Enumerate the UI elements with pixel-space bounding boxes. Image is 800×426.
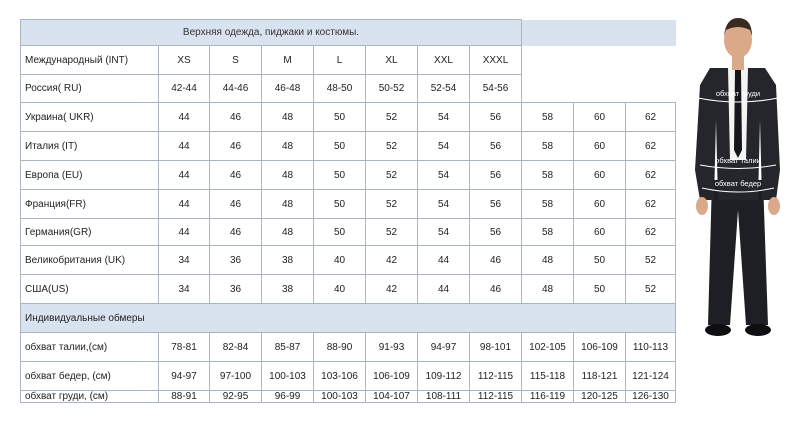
size-cell: 44-46 <box>210 75 262 103</box>
measure-cell: 88-91 <box>159 391 210 403</box>
size-cell: 58 <box>522 219 574 246</box>
size-cell: 56 <box>470 219 522 246</box>
size-cell: 48 <box>522 246 574 275</box>
size-cell: 36 <box>210 246 262 275</box>
size-cell: 52 <box>626 246 676 275</box>
measure-cell: 110-113 <box>626 333 676 362</box>
right-shoe <box>745 324 771 336</box>
size-cell: 50 <box>314 103 366 132</box>
measure-cell: 94-97 <box>418 333 470 362</box>
size-cell: 58 <box>522 132 574 161</box>
measure-cell: 106-109 <box>366 362 418 391</box>
row-label: Международный (INT) <box>21 46 159 75</box>
row-label: Великобритания (UK) <box>21 246 159 275</box>
measure-cell: 100-103 <box>314 391 366 403</box>
table-row <box>21 46 676 75</box>
size-cell: 50 <box>574 246 626 275</box>
measure-cell: 96-99 <box>262 391 314 403</box>
size-cell: 36 <box>210 275 262 304</box>
size-cell: 50 <box>314 161 366 190</box>
size-cell: XL <box>366 46 418 75</box>
chest-label: обхват груди <box>715 89 761 98</box>
measure-cell: 116-119 <box>522 391 574 403</box>
table-title: Верхняя одежда, пиджаки и костюмы. <box>21 20 522 46</box>
size-cell: 40 <box>314 246 366 275</box>
size-cell: 56 <box>470 132 522 161</box>
size-cell: 56 <box>470 103 522 132</box>
measure-cell: 126-130 <box>626 391 676 403</box>
size-cell: 54 <box>418 219 470 246</box>
section-title: Индивидуальные обмеры <box>21 304 676 333</box>
size-cell: 62 <box>626 132 676 161</box>
row-label: США(US) <box>21 275 159 304</box>
size-cell: 50 <box>314 190 366 219</box>
size-cell: 54 <box>418 190 470 219</box>
measure-cell: 98-101 <box>470 333 522 362</box>
measure-cell: 115-118 <box>522 362 574 391</box>
size-cell: 54 <box>418 161 470 190</box>
measure-cell: 88-90 <box>314 333 366 362</box>
size-cell: 44 <box>159 103 210 132</box>
measure-cell: 112-115 <box>470 362 522 391</box>
size-cell: 50-52 <box>366 75 418 103</box>
size-cell: 50 <box>574 275 626 304</box>
measure-label: обхват талии,(см) <box>21 333 159 362</box>
size-cell: 54 <box>418 103 470 132</box>
blank-cell <box>522 75 574 103</box>
size-chart-table <box>20 19 676 403</box>
size-cell: M <box>262 46 314 75</box>
hips-label: обхват бедер <box>714 179 762 188</box>
size-cell: 62 <box>626 219 676 246</box>
size-cell: 54 <box>418 132 470 161</box>
measure-cell: 103-106 <box>314 362 366 391</box>
size-cell: 46 <box>210 103 262 132</box>
blank-cell <box>626 75 676 103</box>
size-cell: 48 <box>262 132 314 161</box>
size-cell: 48 <box>262 103 314 132</box>
size-cell: 38 <box>262 275 314 304</box>
measure-cell: 108-111 <box>418 391 470 403</box>
measure-cell: 109-112 <box>418 362 470 391</box>
size-cell: 44 <box>159 190 210 219</box>
measure-cell: 106-109 <box>574 333 626 362</box>
blank-cell <box>522 20 676 46</box>
measure-cell: 120-125 <box>574 391 626 403</box>
measure-cell: 92-95 <box>210 391 262 403</box>
row-label: Украина( UKR) <box>21 103 159 132</box>
size-cell: 58 <box>522 103 574 132</box>
size-cell: 60 <box>574 103 626 132</box>
size-cell: 60 <box>574 132 626 161</box>
section-row <box>21 304 676 333</box>
size-cell: XXL <box>418 46 470 75</box>
right-hand <box>768 197 780 215</box>
size-cell: 46 <box>210 219 262 246</box>
measure-cell: 78-81 <box>159 333 210 362</box>
size-cell: 46 <box>470 275 522 304</box>
size-cell: 44 <box>418 246 470 275</box>
size-cell: 48 <box>522 275 574 304</box>
size-cell: 62 <box>626 190 676 219</box>
size-cell: 52 <box>366 219 418 246</box>
size-cell: 62 <box>626 161 676 190</box>
size-cell: 60 <box>574 219 626 246</box>
size-cell: 44 <box>159 219 210 246</box>
size-cell: 60 <box>574 161 626 190</box>
measure-label: обхват бедер, (см) <box>21 362 159 391</box>
left-shoe <box>705 324 731 336</box>
measure-cell: 118-121 <box>574 362 626 391</box>
measure-cell: 112-115 <box>470 391 522 403</box>
measure-cell: 102-105 <box>522 333 574 362</box>
size-cell: 42 <box>366 275 418 304</box>
size-cell: 52 <box>366 161 418 190</box>
size-cell: 42 <box>366 246 418 275</box>
size-cell: 42-44 <box>159 75 210 103</box>
size-cell: 46 <box>470 246 522 275</box>
size-cell: 48 <box>262 161 314 190</box>
table-row <box>21 362 676 391</box>
measure-cell: 82-84 <box>210 333 262 362</box>
blank-cell <box>574 46 626 75</box>
size-cell: S <box>210 46 262 75</box>
row-label: Италия (IT) <box>21 132 159 161</box>
measure-cell: 94-97 <box>159 362 210 391</box>
size-cell: 48 <box>262 190 314 219</box>
trousers <box>708 180 768 325</box>
measure-label: обхват груди, (см) <box>21 391 159 403</box>
size-cell: 52 <box>366 103 418 132</box>
suit-figure <box>680 10 795 350</box>
table-row <box>21 275 676 304</box>
row-label: Германия(GR) <box>21 219 159 246</box>
size-cell: 44 <box>159 132 210 161</box>
size-cell: 52 <box>366 132 418 161</box>
size-cell: 40 <box>314 275 366 304</box>
table-row <box>21 190 676 219</box>
table-row <box>21 219 676 246</box>
title-row <box>21 20 676 46</box>
size-cell: 56 <box>470 161 522 190</box>
measure-cell: 104-107 <box>366 391 418 403</box>
size-cell: 46 <box>210 132 262 161</box>
size-cell: 54-56 <box>470 75 522 103</box>
size-cell: 34 <box>159 275 210 304</box>
size-cell: 44 <box>159 161 210 190</box>
size-cell: 52 <box>366 190 418 219</box>
size-cell: 62 <box>626 103 676 132</box>
measure-cell: 91-93 <box>366 333 418 362</box>
size-cell: 60 <box>574 190 626 219</box>
measure-cell: 121-124 <box>626 362 676 391</box>
size-cell: 44 <box>418 275 470 304</box>
measure-cell: 100-103 <box>262 362 314 391</box>
size-cell: 46 <box>210 190 262 219</box>
size-cell: 58 <box>522 161 574 190</box>
size-cell: 46 <box>210 161 262 190</box>
row-label: Россия( RU) <box>21 75 159 103</box>
blank-cell <box>574 75 626 103</box>
size-cell: 50 <box>314 219 366 246</box>
waist-label: обхват талии <box>715 156 761 165</box>
size-cell: 48-50 <box>314 75 366 103</box>
size-cell: 38 <box>262 246 314 275</box>
size-cell: 52 <box>626 275 676 304</box>
blank-cell <box>626 46 676 75</box>
size-cell: 50 <box>314 132 366 161</box>
blank-cell <box>522 46 574 75</box>
table-row <box>21 103 676 132</box>
size-cell: 34 <box>159 246 210 275</box>
table-row <box>21 75 676 103</box>
size-cell: 48 <box>262 219 314 246</box>
row-label: Европа (EU) <box>21 161 159 190</box>
table-row <box>21 246 676 275</box>
size-cell: XS <box>159 46 210 75</box>
size-cell: 58 <box>522 190 574 219</box>
measure-cell: 97-100 <box>210 362 262 391</box>
tie <box>734 70 742 158</box>
size-cell: XXXL <box>470 46 522 75</box>
size-cell: 46-48 <box>262 75 314 103</box>
left-hand <box>696 197 708 215</box>
size-cell: 52-54 <box>418 75 470 103</box>
size-cell: 56 <box>470 190 522 219</box>
table-row <box>21 132 676 161</box>
table-row <box>21 391 676 403</box>
size-cell: L <box>314 46 366 75</box>
row-label: Франция(FR) <box>21 190 159 219</box>
table-row <box>21 333 676 362</box>
table-row <box>21 161 676 190</box>
measure-cell: 85-87 <box>262 333 314 362</box>
